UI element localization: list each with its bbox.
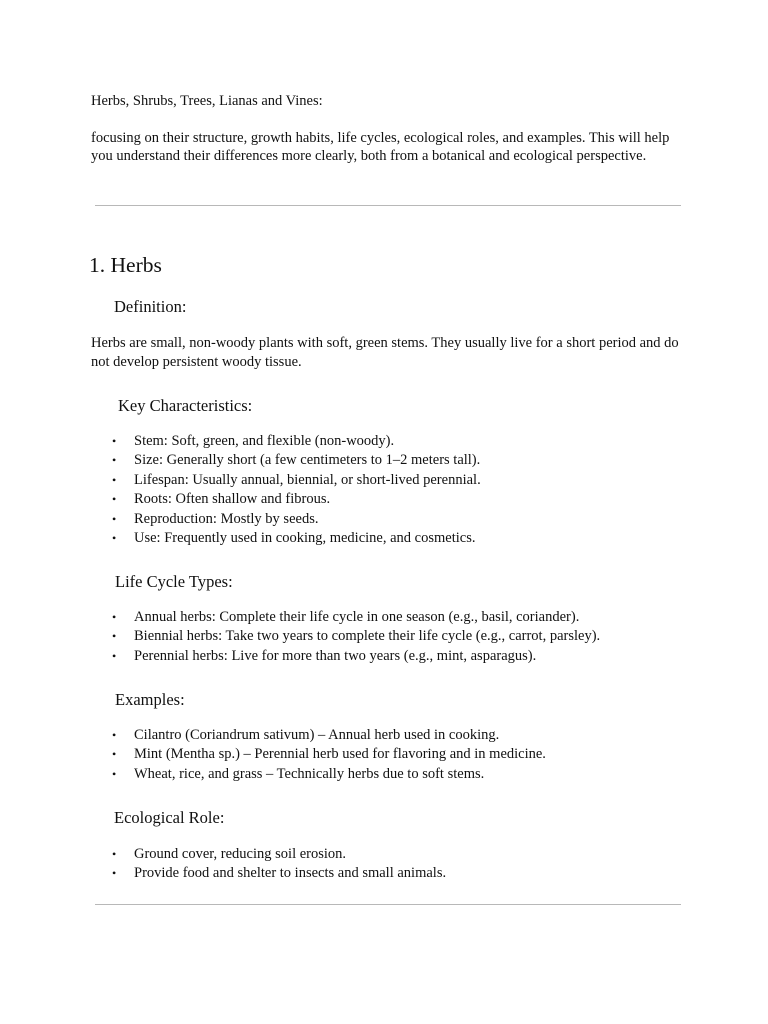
list-item — [112, 726, 546, 745]
list-item — [112, 864, 446, 883]
list-item-text: Wheat, rice, and grass – Technically herbs due to soft stems. — [134, 765, 485, 782]
bullet-icon: • — [112, 610, 117, 624]
key-characteristics-list — [112, 432, 481, 548]
examples-list — [112, 726, 546, 784]
list-item-text: Roots: Often shallow and fibrous. — [134, 491, 331, 508]
list-item-text: Mint (Mentha sp.) – Perennial herb used for flavoring and in medicine. — [134, 746, 546, 763]
list-item-text: Biennial herbs: Take two years to complete their life cycle (e.g., carrot, parsley). — [134, 628, 601, 645]
bullet-icon: • — [112, 472, 117, 487]
list-item — [112, 765, 546, 784]
bullet-icon: • — [112, 511, 117, 526]
list-item — [112, 471, 481, 490]
list-item-text: Ground cover, reducing soil erosion. — [134, 846, 347, 862]
divider — [95, 904, 681, 905]
list-item — [112, 627, 600, 646]
life-cycle-heading: Life Cycle Types: — [115, 572, 233, 591]
list-item-text: Use: Frequently used in cooking, medicine, and cosmetics. — [134, 529, 476, 546]
examples-heading: Examples: — [115, 690, 185, 709]
section-title: 1. Herbs — [89, 253, 162, 277]
intro-title: Herbs, Shrubs, Trees, Lianas and Vines: — [91, 93, 323, 109]
bullet-icon: • — [112, 866, 117, 881]
list-item-text: Perennial herbs: Live for more than two years (e.g., mint, asparagus). — [134, 647, 537, 664]
divider — [95, 205, 681, 206]
bullet-icon: • — [112, 530, 117, 545]
list-item — [112, 608, 600, 627]
list-item — [112, 451, 481, 470]
list-item-text: Cilantro (Coriandrum sativum) – Annual herb used in cooking. — [134, 727, 500, 743]
bullet-icon: • — [112, 453, 117, 468]
list-item — [112, 647, 600, 666]
bullet-icon: • — [112, 629, 117, 644]
list-item-text: Annual herbs: Complete their life cycle in one season (e.g., basil, coriander). — [134, 609, 580, 625]
bullet-icon: • — [112, 847, 117, 861]
bullet-icon: • — [112, 766, 117, 781]
list-item-text: Size: Generally short (a few centimeters to 1–2 meters tall). — [134, 452, 481, 469]
definition-text: Herbs are small, non-woody plants with soft, green stems. They usually live for a short period and do not develop persistent woody tissue. — [91, 335, 679, 370]
bullet-icon: • — [112, 728, 117, 742]
list-item — [112, 745, 546, 764]
intro-paragraph: focusing on their structure, growth habits, life cycles, ecological roles, and examples. This will help you understand their differences more clearly, both from a botanical and ecological perspective. — [91, 130, 670, 165]
list-item — [112, 490, 481, 509]
definition-heading: Definition: — [114, 297, 187, 316]
bullet-icon: • — [112, 492, 117, 507]
list-item-text: Provide food and shelter to insects and small animals. — [134, 865, 447, 882]
bullet-icon: • — [112, 648, 117, 663]
life-cycle-list — [112, 608, 600, 666]
list-item-text: Reproduction: Mostly by seeds. — [134, 510, 319, 527]
key-characteristics-heading: Key Characteristics: — [118, 396, 253, 415]
ecological-role-heading: Ecological Role: — [114, 808, 225, 827]
list-item-text: Stem: Soft, green, and flexible (non-woody). — [134, 433, 395, 449]
list-item — [112, 432, 481, 451]
bullet-icon: • — [112, 434, 117, 448]
list-item — [112, 845, 446, 864]
bullet-icon: • — [112, 747, 117, 762]
list-item-text: Lifespan: Usually annual, biennial, or short-lived perennial. — [134, 471, 481, 488]
ecological-role-list — [112, 845, 446, 884]
list-item — [112, 529, 481, 548]
list-item — [112, 510, 481, 529]
